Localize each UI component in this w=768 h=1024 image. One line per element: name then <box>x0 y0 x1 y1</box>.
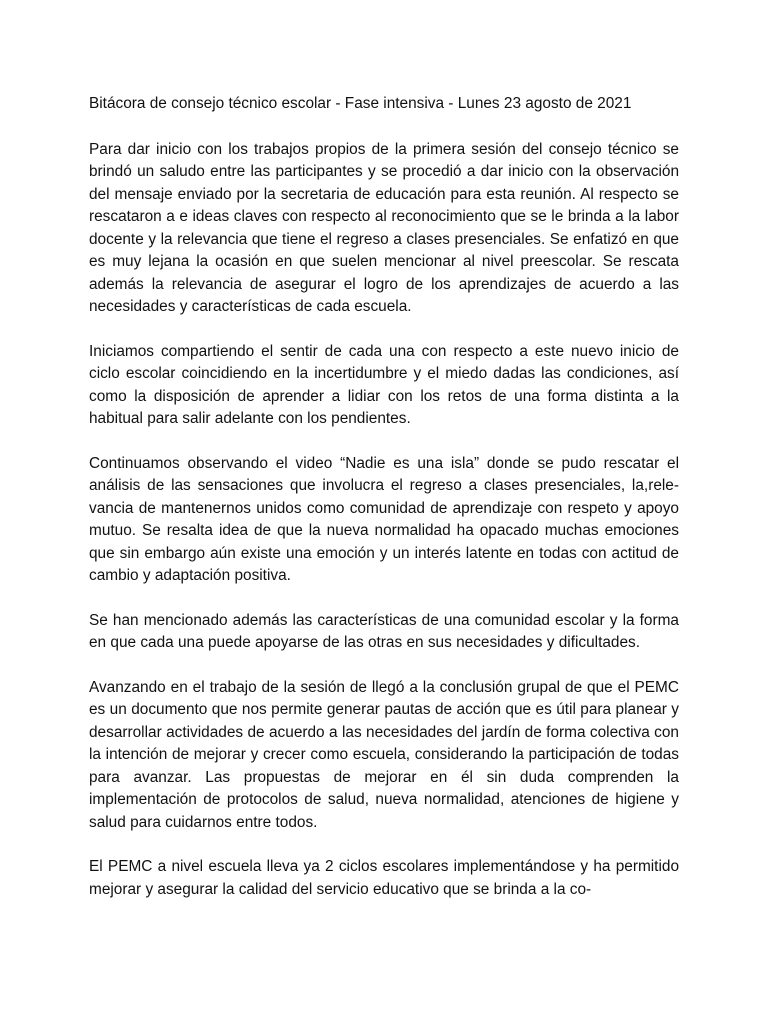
paragraph-pemc-conclusion: Avanzando en el trabajo de la sesión de llegó a la conclusión grupal de que el PEMC es un documento que nos permite generar pautas de acción que es útil para planear y desarrollar actividades de acuerdo a las necesidades del jardín de forma colectiva con la intención de mejorar y crecer como escuela, considerando la participación de todas para avanzar. Las propuestas de mejorar en él sin duda comprenden la implementación de protocolos de salud, nueva normalidad, atenciones de higiene y salud para cuidarnos entre todos. <box>89 678 679 831</box>
paragraph-pemc-escuela: El PEMC a nivel escuela lleva ya 2 ciclos escolares implementándose y ha permitido mejorar y asegurar la calidad del servicio educativo que se brinda a la co- <box>89 858 679 898</box>
paragraph-comunidad: Se han mencionado además las características de una comunidad escolar y la forma en que cada una puede apoyarse de las otras en sus necesidades y dificultades. <box>89 611 679 651</box>
paragraph-video: Continuamos observando el video “Nadie es una isla” donde se pudo rescatar el análisis de las sensaciones que involucra el regreso a clases presenciales, la,relevancia de mantenernos unidos como comunidad de aprendizaje con respeto y apoyo mutuo. Se resalta idea de que la nueva normalidad ha opacado muchas emociones que sin embargo aún existe una emoción y un interés latente en todas con actitud de cambio y adaptación positiva. <box>89 454 679 584</box>
document-title: Bitácora de consejo técnico escolar - Fase intensiva - Lunes 23 agosto de 2021 <box>89 95 632 112</box>
paragraph-intro: Para dar inicio con los trabajos propios de la primera sesión del consejo técnico se brindó un saludo entre las participantes y se procedió a dar inicio con la observación del mensaje enviado por la secretaria de educación para esta reunión. Al respecto se rescataron a e ideas claves con respecto al reconocimiento que se le brinda a la labor docente y la relevancia que tiene el regreso a clases presenciales. Se enfatizó en que es muy lejana la ocasión en que suelen mencionar al nivel preescolar. Se rescata además la relevancia de asegurar el logro de los aprendizajes de acuerdo a las necesidades y características de cada escuela. <box>89 140 679 315</box>
paragraph-sentir: Iniciamos compartiendo el sentir de cada una con respecto a este nuevo inicio de ciclo escolar coincidiendo en la incertidumbre y el miedo dadas las condiciones, así como la disposición de aprender a lidiar con los retos de una forma distinta a la habitual para salir adelante con los pendientes. <box>89 342 679 427</box>
document-body <box>89 93 679 923</box>
